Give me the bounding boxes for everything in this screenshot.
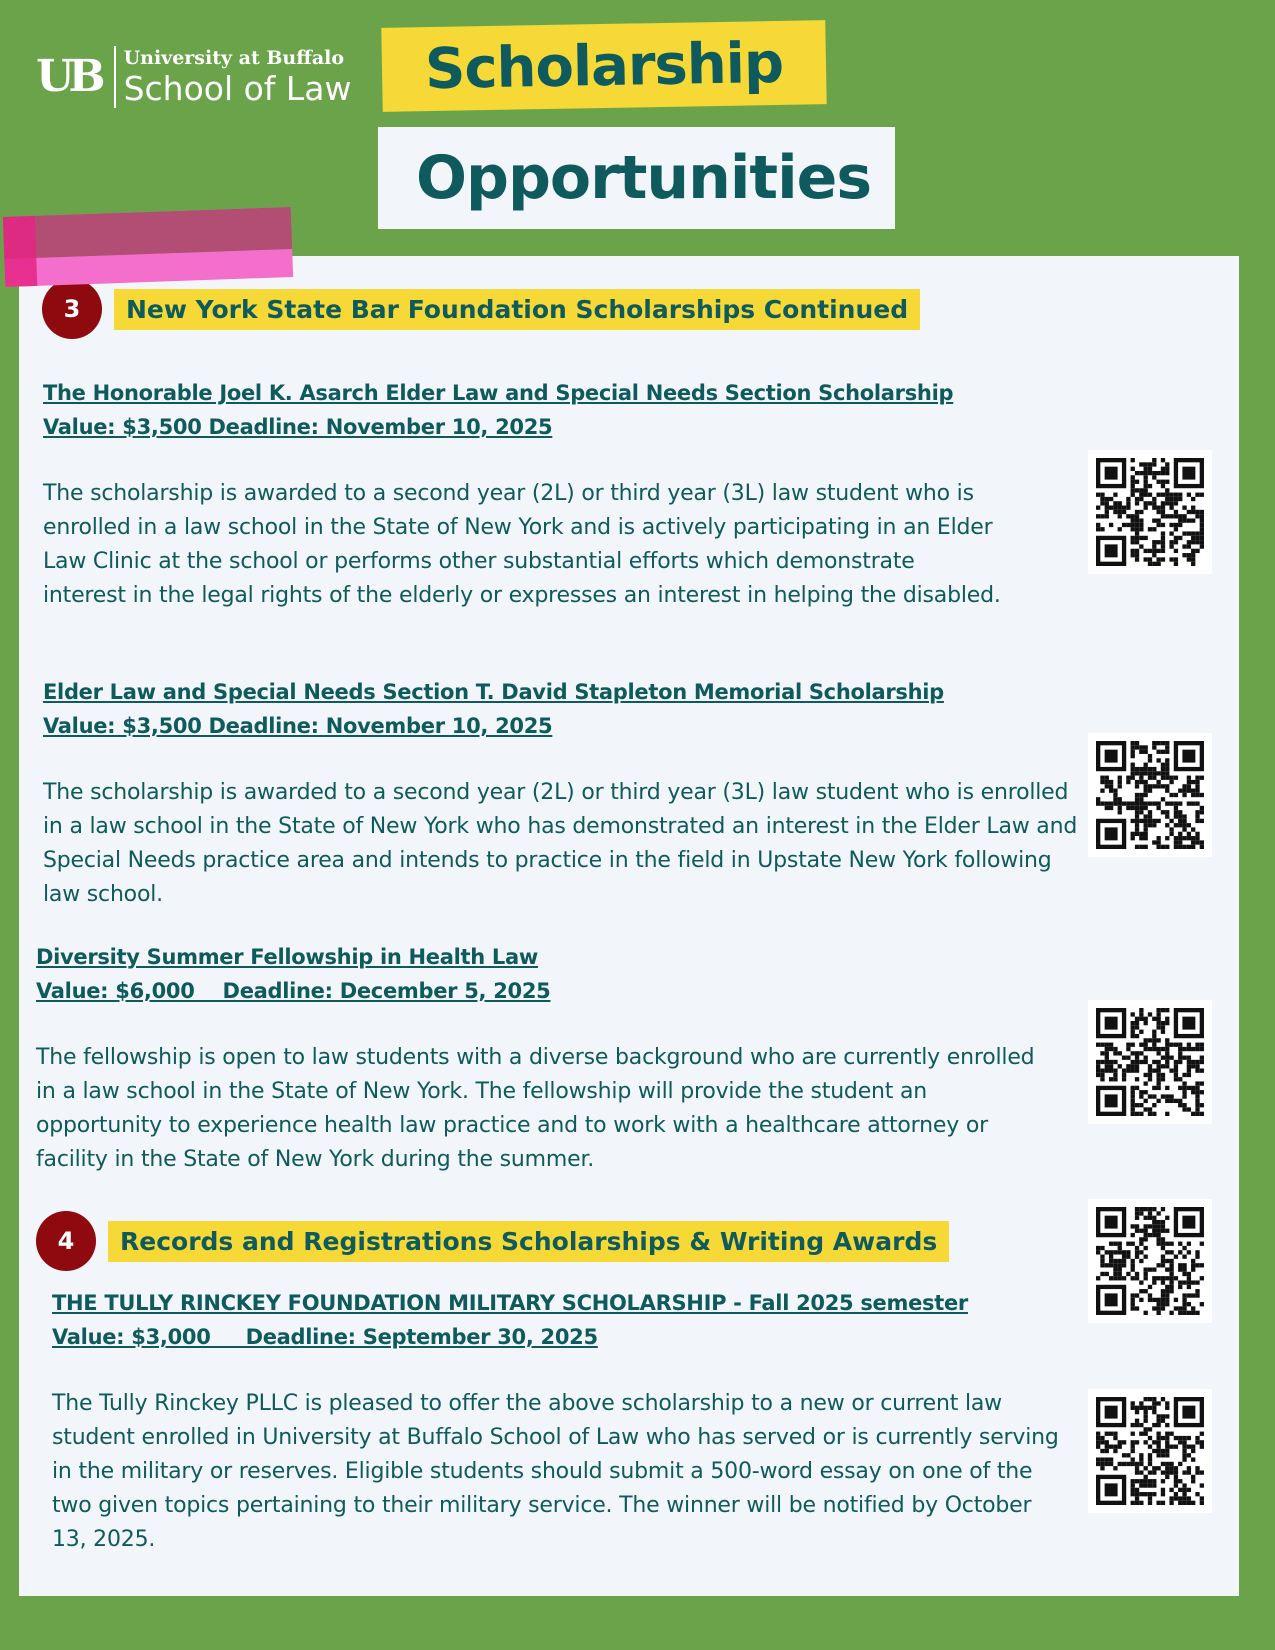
scholarship-description: The Tully Rinckey PLLC is pleased to offer the above scholarship to a new or current law student enrolled in University at Buffalo School of Law who has served or is currently serving in the military or reserves. Eligible students should submit a 500-word essay on one of the two given topics pertaining to their military service. The winner will be notified by October 13, 2025. — [52, 1391, 1059, 1552]
logo-school-name: School of Law — [123, 69, 352, 108]
section-title: New York State Bar Foundation Scholarships Continued — [114, 289, 920, 330]
scholarship-value-deadline[interactable]: Value: $3,000 Deadline: September 30, 2025 — [52, 1325, 598, 1349]
scholarship-item-asarch — [43, 376, 1003, 613]
scholarship-item-tully-rinckey — [52, 1286, 1072, 1557]
decorative-tape — [3, 207, 293, 287]
logo-text — [124, 46, 352, 108]
qr-code-icon[interactable] — [1088, 450, 1212, 574]
qr-code-icon[interactable] — [1088, 1000, 1212, 1124]
title-line-1: Scholarship — [424, 30, 784, 102]
scholarship-value-deadline[interactable]: Value: $3,500 Deadline: November 10, 2025 — [43, 415, 553, 439]
scholarship-description: The scholarship is awarded to a second year (2L) or third year (3L) law student who is enrolled in a law school in the State of New York who has demonstrated an interest in the Elder Law and Special Needs practice area and intends to practice in the field in Upstate New York following law school. — [43, 780, 1078, 907]
section-header-4 — [36, 1211, 949, 1271]
section-title: Records and Registrations Scholarships & Writing Awards — [108, 1221, 949, 1262]
scholarship-title-link[interactable]: Diversity Summer Fellowship in Health Law — [36, 945, 538, 969]
logo-university-name: University at Buffalo — [123, 47, 345, 69]
university-logo — [36, 44, 352, 110]
scholarship-title-link[interactable]: THE TULLY RINCKEY FOUNDATION MILITARY SCHOLARSHIP - Fall 2025 semester — [52, 1291, 968, 1315]
scholarship-item-diversity-fellowship — [36, 940, 1036, 1177]
scholarship-description: The scholarship is awarded to a second year (2L) or third year (3L) law student who is enrolled in a law school in the State of New York and is actively participating in an Elder Law Clinic at the school or performs other substantial efforts which demonstrate interest in the legal rights of the elderly or expresses an interest in helping the disabled. — [43, 481, 1001, 608]
section-number-badge: 3 — [42, 279, 102, 339]
scholarship-title-link[interactable]: Elder Law and Special Needs Section T. David Stapleton Memorial Scholarship — [43, 680, 944, 704]
section-number-badge: 4 — [36, 1211, 96, 1271]
section-header-3 — [42, 279, 920, 339]
scholarship-item-stapleton — [43, 675, 1083, 912]
ub-mark: UB — [36, 51, 100, 102]
scholarship-value-deadline[interactable]: Value: $6,000 Deadline: December 5, 2025 — [36, 979, 551, 1003]
qr-code-icon[interactable] — [1088, 1199, 1212, 1323]
scholarship-value-deadline[interactable]: Value: $3,500 Deadline: November 10, 2025 — [43, 714, 553, 738]
content-panel — [19, 256, 1239, 1596]
title-banner-opportunities — [378, 127, 895, 229]
logo-divider — [114, 46, 116, 108]
qr-code-icon[interactable] — [1088, 733, 1212, 857]
qr-code-icon[interactable] — [1088, 1389, 1212, 1513]
title-banner-scholarship — [381, 20, 826, 112]
scholarship-title-link[interactable]: The Honorable Joel K. Asarch Elder Law and Special Needs Section Scholarship — [43, 381, 954, 405]
scholarship-description: The fellowship is open to law students with a diverse background who are currently enrolled in a law school in the State of New York. The fellowship will provide the student an opportunity to experience health law practice and to work with a healthcare attorney or facility in the State of New York during the summer. — [36, 1045, 1035, 1172]
title-line-2: Opportunities — [416, 143, 872, 213]
